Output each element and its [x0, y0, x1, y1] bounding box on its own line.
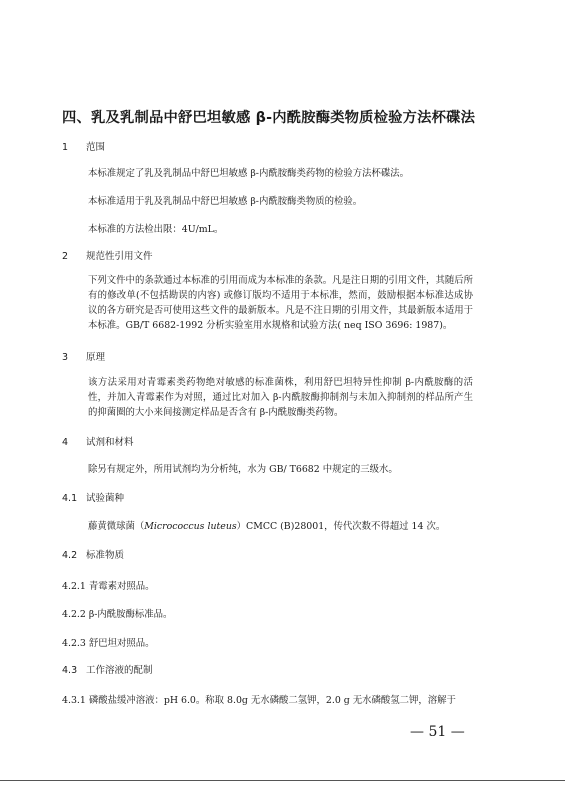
section-4-2-heading: [62, 547, 124, 561]
subsection-item: 4.2.3 舒巴坦对照品。: [62, 638, 155, 649]
section-4-1-heading: [62, 490, 124, 504]
subsection-item: 4.2.2 β-内酰胺酶标准品。: [62, 609, 173, 620]
section-number: 4.1: [62, 493, 78, 504]
paragraph: 本标准适用于乳及乳制品中舒巴坦敏感 β-内酰胺酶类物质的检验。: [88, 196, 363, 207]
document-title: 四、乳及乳制品中舒巴坦敏感 β-内酰胺酶类物质检验方法杯碟法: [62, 110, 476, 126]
section-3-heading: [62, 349, 105, 363]
section-title: 规范性引用文件: [86, 251, 153, 262]
subsection-item: 4.2.1 青霉素对照品。: [62, 581, 155, 592]
paragraph: 本标准的方法检出限：4U/mL。: [88, 224, 224, 235]
paragraph: 除另有规定外，所用试剂均为分析纯，水为 GB/ T6682 中规定的三级水。: [88, 464, 398, 475]
latin-name: Micrococcus luteus: [144, 521, 237, 532]
paragraph: 该方法采用对青霉素类药物绝对敏感的标准菌株，利用舒巴坦特异性抑制 β-内酰胺酶的活性，并加入青霉素作为对照，通过比对加入 β-内酰胺酶抑制剂与未加入抑制剂的样品所产生的抑菌圈的大小来间接测定样品是否含有 β-内酰胺酶类药物。: [88, 377, 473, 418]
section-4-heading: [62, 434, 134, 448]
section-4-3-heading: [62, 662, 153, 676]
section-number: 4.2: [62, 550, 78, 561]
paragraph: [88, 518, 445, 532]
section-2-heading: [62, 248, 153, 262]
subsection-item: 4.3.1 磷酸盐缓冲溶液：pH 6.0。称取 8.0g 无水磷酸二氢钾，2.0 g 无水磷酸氢二钾，溶解于: [62, 695, 456, 706]
section-title: 标准物质: [86, 550, 125, 561]
paragraph: 下列文件中的条款通过本标准的引用而成为本标准的条款。凡是注日期的引用文件，其随后所有的修改单(不包括勘误的内容) 或修订版均不适用于本标准，然而，鼓励根据本标准达成协议的各方研究是否可使用这些文件的最新版本。凡是不注日期的引用文件，其最新版本适用于本标准。GB/T 6682-1992 分析实验室用水规格和试验方法( neq ISO 3696: 1987)。: [88, 275, 473, 331]
page-number: — 51 —: [410, 724, 465, 740]
bottom-divider: [0, 780, 565, 781]
section-title: 工作溶液的配制: [86, 665, 153, 676]
section-number: 1: [62, 142, 69, 153]
section-title: 试验菌种: [86, 493, 125, 504]
section-number: 3: [62, 352, 69, 363]
section-number: 2: [62, 251, 69, 262]
section-title: 范围: [86, 142, 106, 153]
section-title: 试剂和材料: [86, 437, 134, 448]
section-1-heading: [62, 139, 105, 153]
section-number: 4.3: [62, 665, 78, 676]
text-run: 藤黄微球菌（: [88, 521, 145, 532]
section-title: 原理: [86, 352, 106, 363]
paragraph: 本标准规定了乳及乳制品中舒巴坦敏感 β-内酰胺酶类药物的检验方法杯碟法。: [88, 168, 409, 179]
section-number: 4: [62, 437, 69, 448]
text-run: ）CMCC (B)28001，传代次数不得超过 14 次。: [236, 521, 446, 532]
